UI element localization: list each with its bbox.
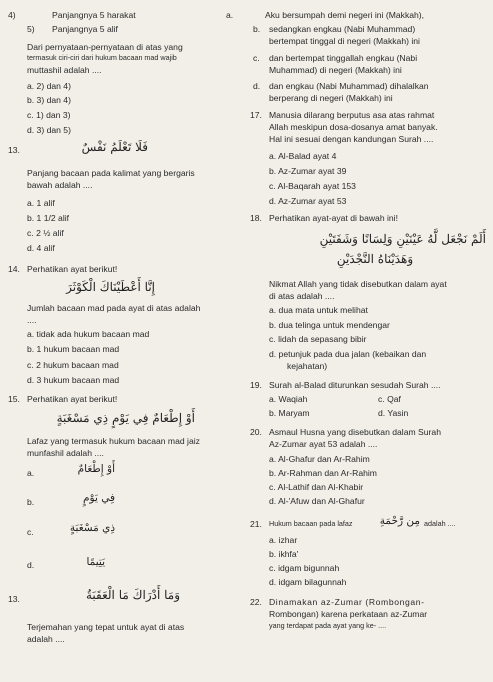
- q4-stem-line1: Dari pernyataan-pernyataan di atas yang: [27, 42, 183, 52]
- q21-option-c[interactable]: c. idgam bigunnah: [269, 563, 340, 573]
- q16-option-b-line2: bertempat tinggal di negeri (Makkah) ini: [269, 36, 420, 46]
- q14-stem-line1: Jumlah bacaan mad pada ayat di atas adalah: [27, 303, 201, 313]
- q16-option-b-line1: sedangkan engkau (Nabi Muhammad): [269, 24, 416, 34]
- q21-stem-arabic: مِن رَّحْمَةِ: [379, 515, 420, 527]
- q17-stem-line1: Manusia dilarang berputus asa atas rahmat: [269, 110, 435, 120]
- q4-option-a[interactable]: a. 2) dan 4): [27, 81, 71, 91]
- q14-arabic-verse: إِنَّا أَعْطَيْنَاكَ الْكَوْثَرَ: [66, 280, 155, 294]
- q17-option-b[interactable]: b. Az-Zumar ayat 39: [269, 166, 347, 176]
- q15-option-a-arabic: أَوْ إِطْعَامٌ: [77, 463, 115, 475]
- q15-option-a-label: a.: [27, 468, 35, 478]
- q21-option-b[interactable]: b. ikhfa': [269, 549, 299, 559]
- q17-number: 17.: [250, 110, 262, 120]
- q14-option-d[interactable]: d. 3 hukum bacaan mad: [27, 375, 120, 385]
- q13b-number: 13.: [8, 594, 20, 604]
- q16-option-d-label: d.: [253, 81, 261, 91]
- q4-option-b[interactable]: b. 3) dan 4): [27, 95, 71, 105]
- q17-stem-line3: Hal ini sesuai dengan kandungan Surah ....: [269, 134, 434, 144]
- q20-option-b[interactable]: b. Ar-Rahman dan Ar-Rahim: [269, 468, 377, 478]
- q13a-stem-line1: Panjang bacaan pada kalimat yang bergaris: [27, 168, 195, 178]
- q15-option-c-label: c.: [27, 527, 34, 537]
- q4-stem-line3: muttashil adalah ....: [27, 65, 102, 75]
- q18-stem-line2: di atas adalah ....: [269, 291, 335, 301]
- q17-option-c[interactable]: c. Al-Baqarah ayat 153: [269, 181, 356, 191]
- q13a-option-d[interactable]: d. 4 alif: [27, 243, 55, 253]
- q4-item4-number: 4): [8, 10, 16, 20]
- q19-number: 19.: [250, 380, 262, 390]
- q18-arabic-verse-2: وَهَدَيْنَاهُ النَّجْدَيْنِ: [336, 252, 414, 266]
- q4-option-d[interactable]: d. 3) dan 5): [27, 125, 71, 135]
- q14-option-b[interactable]: b. 1 hukum bacaan mad: [27, 344, 120, 354]
- q21-stem-suffix: adalah ....: [424, 519, 456, 528]
- q17-stem-line2: Allah meskipun dosa-dosanya amat banyak.: [269, 122, 438, 132]
- q20-number: 20.: [250, 427, 262, 437]
- q17-option-d[interactable]: d. Az-Zumar ayat 53: [269, 196, 347, 206]
- q4-item4: Panjangnya 5 harakat: [52, 10, 136, 20]
- q14-option-a[interactable]: a. tidak ada hukum bacaan mad: [27, 329, 150, 339]
- q17-option-a[interactable]: a. Al-Balad ayat 4: [269, 151, 337, 161]
- q15-number: 15.: [8, 394, 20, 404]
- q19-option-c[interactable]: c. Qaf: [378, 394, 401, 404]
- q20-stem-line2: Az-Zumar ayat 53 adalah ....: [269, 439, 378, 449]
- q15-option-b-label: b.: [27, 497, 35, 507]
- q15-option-d-label: d.: [27, 560, 35, 570]
- q19-option-d[interactable]: d. Yasin: [378, 408, 409, 418]
- q15-stem-line1: Lafaz yang termasuk hukum bacaan mad jaiz: [27, 436, 200, 446]
- q22-stem-line2: Rombongan) karena perkataan az-Zumar: [269, 609, 428, 619]
- q15-option-c-arabic: ذِي مَسْغَبَةٍ: [69, 522, 115, 534]
- q16-option-c-label: c.: [253, 53, 260, 63]
- q20-option-c[interactable]: c. Al-Lathif dan Al-Khabir: [269, 482, 364, 492]
- q15-arabic-verse: أَوْ إِطْعَامٌ فِي يَوْمٍ ذِي مَسْغَبَةٍ: [56, 411, 195, 425]
- q13a-option-c[interactable]: c. 2 ½ alif: [27, 228, 64, 238]
- q15-option-b-arabic: فِي يَوْمٍ: [83, 492, 115, 504]
- q14-number: 14.: [8, 264, 20, 274]
- q20-option-d[interactable]: d. Al-'Afuw dan Al-Ghafur: [269, 496, 365, 506]
- q22-number: 22.: [250, 597, 262, 607]
- q16-option-b-label: b.: [253, 24, 261, 34]
- q21-option-d[interactable]: d. idgam bilagunnah: [269, 577, 347, 587]
- q15-option-d-arabic: يَتِيمًا: [86, 556, 105, 568]
- q4-item5-number: 5): [27, 24, 35, 34]
- q21-option-a[interactable]: a. izhar: [269, 535, 298, 545]
- q22-stem-line3: yang terdapat pada ayat yang ke- ....: [269, 621, 387, 630]
- q15-stem: Perhatikan ayat berikut!: [27, 394, 118, 404]
- q20-stem-line1: Asmaul Husna yang disebutkan dalam Surah: [269, 427, 441, 437]
- q16-option-c-line2: Muhammad) di negeri (Makkah) ini: [269, 65, 402, 75]
- q21-number: 21.: [250, 519, 262, 529]
- q19-option-b[interactable]: b. Maryam: [269, 408, 310, 418]
- q18-option-d-line2: kejahatan): [287, 361, 328, 371]
- q13a-option-b[interactable]: b. 1 1/2 alif: [27, 213, 70, 223]
- q16-option-d-line2: berperang di negeri (Makkah) ini: [269, 93, 393, 103]
- q13b-stem-line1: Terjemahan yang tepat untuk ayat di atas: [27, 622, 185, 632]
- q18-option-c[interactable]: c. lidah da sepasang bibir: [269, 334, 367, 344]
- q13a-stem-line2: bawah adalah ....: [27, 180, 93, 190]
- q14-stem: Perhatikan ayat berikut!: [27, 264, 118, 274]
- q13a-arabic-verse: فَلَا تَعْلَمُ نَفْسٌ: [81, 140, 148, 154]
- q14-stem-line2: ....: [27, 315, 37, 325]
- q19-stem: Surah al-Balad diturunkan sesudah Surah ....: [269, 380, 441, 390]
- q13a-option-a[interactable]: a. 1 alif: [27, 198, 55, 208]
- q18-arabic-verse-1: أَلَمْ نَجْعَل لَّهُ عَيْنَيْنِ وَلِسَانًا وَشَفَتَيْنِ: [319, 232, 486, 246]
- q18-option-b[interactable]: b. dua telinga untuk mendengar: [269, 320, 390, 330]
- q4-item5: Panjangnya 5 alif: [52, 24, 118, 34]
- q4-stem-line2: termasuk ciri-ciri dari hukum bacaan mad wajib: [27, 53, 177, 62]
- q18-option-d-line1: d. petunjuk pada dua jalan (kebaikan dan: [269, 349, 427, 359]
- q16-option-d-line1: dan engkau (Nabi Muhammad) dihalalkan: [269, 81, 429, 91]
- q13b-arabic-verse: وَمَا أَدْرَاكَ مَا الْعَقَبَةُ: [85, 588, 180, 602]
- q15-stem-line2: munfashil adalah ....: [27, 448, 104, 458]
- q16-option-a-label: a.: [226, 10, 234, 20]
- q19-option-a[interactable]: a. Waqiah: [269, 394, 308, 404]
- q21-stem-prefix: Hukum bacaan pada lafaz: [269, 519, 353, 528]
- q18-option-a[interactable]: a. dua mata untuk melihat: [269, 305, 368, 315]
- q20-option-a[interactable]: a. Al-Ghafur dan Ar-Rahim: [269, 454, 370, 464]
- q18-number: 18.: [250, 213, 262, 223]
- q16-option-c-line1: dan bertempat tinggallah engkau (Nabi: [269, 53, 418, 63]
- q16-option-a-line1: Aku bersumpah demi negeri ini (Makkah),: [265, 10, 425, 20]
- q18-stem: Perhatikan ayat-ayat di bawah ini!: [269, 213, 398, 223]
- q4-option-c[interactable]: c. 1) dan 3): [27, 110, 71, 120]
- q13a-number: 13.: [8, 145, 20, 155]
- q18-stem-line1: Nikmat Allah yang tidak disebutkan dalam ayat: [269, 279, 447, 289]
- q14-option-c[interactable]: c. 2 hukum bacaan mad: [27, 360, 119, 370]
- q22-stem-line1: Dinamakan az-Zumar (Rombongan-: [269, 597, 425, 607]
- q13b-stem-line2: adalah ....: [27, 634, 65, 644]
